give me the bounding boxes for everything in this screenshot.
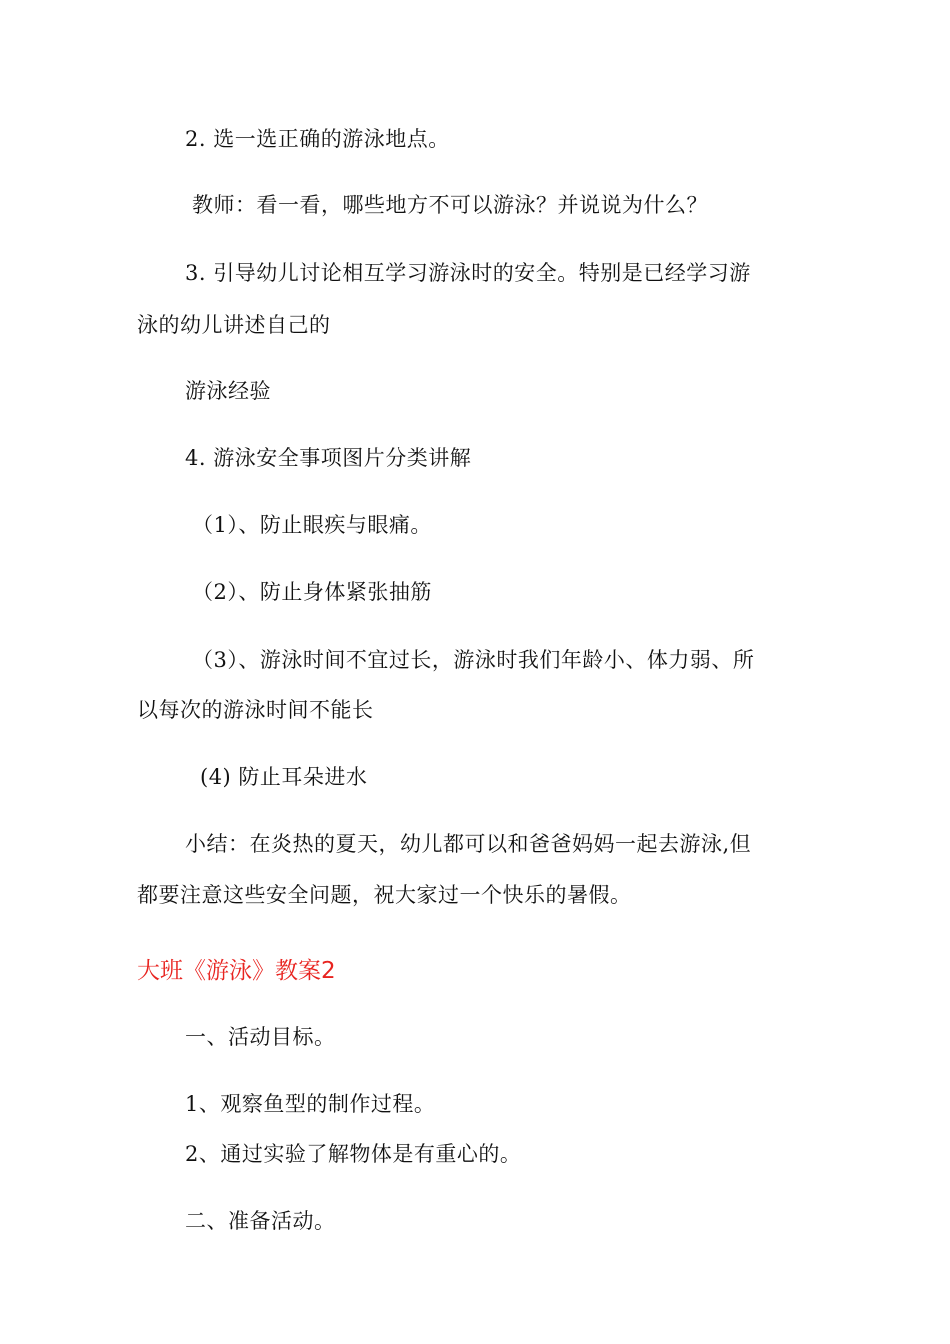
safety-item-3-line-2: 以每次的游泳时间不能长 xyxy=(137,698,374,722)
preparation-heading: 二、准备活动。 xyxy=(185,1209,336,1233)
safety-item-1: （1）、防止眼疾与眼痛。 xyxy=(192,513,432,537)
summary-line-1: 小结：在炎热的夏天，幼儿都可以和爸爸妈妈一起去游泳,但 xyxy=(185,832,752,856)
safety-item-2: （2）、防止身体紧张抽筋 xyxy=(192,580,432,604)
step-3-text-line-1: 3. 引导幼儿讨论相互学习游泳时的安全。特别是已经学习游 xyxy=(185,261,751,285)
step-4-text: 4. 游泳安全事项图片分类讲解 xyxy=(185,446,472,470)
safety-item-4: (4) 防止耳朵进水 xyxy=(200,765,368,789)
summary-line-2: 都要注意这些安全问题，祝大家过一个快乐的暑假。 xyxy=(137,883,632,907)
teacher-question-text: 教师：看一看，哪些地方不可以游泳？并说说为什么？ xyxy=(192,193,708,217)
safety-item-3-line-1: （3）、游泳时间不宜过长，游泳时我们年龄小、体力弱、所 xyxy=(192,648,755,672)
goal-2-text: 2、通过实验了解物体是有重心的。 xyxy=(185,1142,522,1166)
activity-goals-heading: 一、活动目标。 xyxy=(185,1025,336,1049)
step-2-text: 2. 选一选正确的游泳地点。 xyxy=(185,127,450,151)
step-3-text-line-3: 游泳经验 xyxy=(185,379,271,403)
step-3-text-line-2: 泳的幼儿讲述自己的 xyxy=(137,313,331,337)
lesson-plan-2-title: 大班《游泳》教案2 xyxy=(137,958,336,984)
goal-1-text: 1、观察鱼型的制作过程。 xyxy=(185,1092,436,1116)
